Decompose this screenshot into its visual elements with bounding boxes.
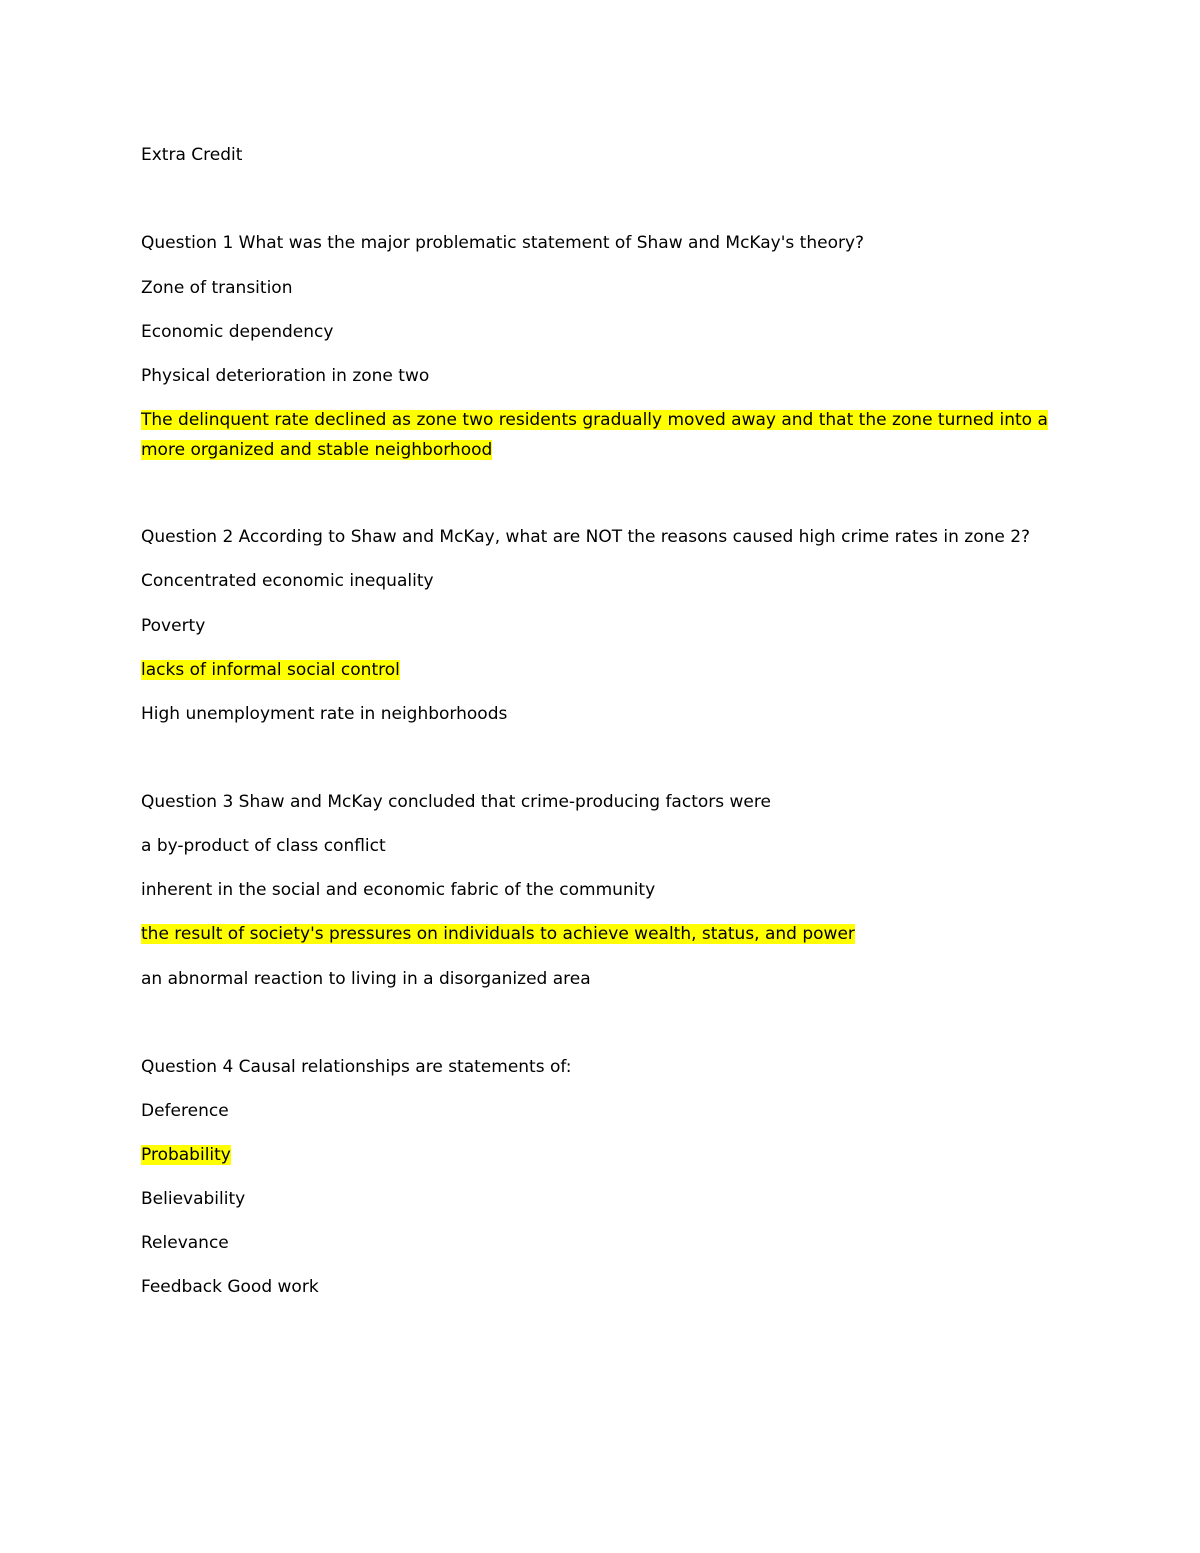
title-text: Extra Credit [141,145,243,165]
q4-option-3 [141,1184,245,1214]
q3-option-1 [141,831,386,861]
document-title [141,140,242,170]
q4-option-2-text: Probability [141,1145,231,1165]
q2-option-2 [141,611,205,641]
q1-option-4-text: The delinquent rate declined as zone two residents gradually moved away and that the zone turned into a more organized and stable neighborhood [141,410,1048,460]
question-2-text: Question 2 According to Shaw and McKay, what are NOT the reasons caused high crime rates in zone 2? [141,527,1031,547]
q4-option-4-text: Relevance [141,1233,229,1253]
q1-option-2-text: Economic dependency [141,322,334,342]
question-1 [141,228,864,258]
q2-option-4-text: High unemployment rate in neighborhoods [141,704,508,724]
q3-option-4 [141,964,591,994]
question-1-text: Question 1 What was the major problematic statement of Shaw and McKay's theory? [141,233,865,253]
q2-option-3-highlighted [141,655,400,685]
question-4 [141,1052,572,1082]
q4-feedback-text: Feedback Good work [141,1277,319,1297]
q3-option-2-text: inherent in the social and economic fabric of the community [141,880,656,900]
q3-option-3-highlighted [141,919,855,949]
q4-option-2-highlighted [141,1140,231,1170]
q4-option-4 [141,1228,229,1258]
question-3-text: Question 3 Shaw and McKay concluded that crime-producing factors were [141,792,771,812]
q3-option-2 [141,875,655,905]
q2-option-3-text: lacks of informal social control [141,660,400,680]
q4-option-1-text: Deference [141,1101,229,1121]
q1-option-1-text: Zone of transition [141,278,293,298]
q4-option-3-text: Believability [141,1189,246,1209]
question-4-text: Question 4 Causal relationships are statements of: [141,1057,572,1077]
q2-option-4 [141,699,507,729]
q1-option-4-highlighted [141,405,1056,465]
q3-option-1-text: a by-product of class conflict [141,836,386,856]
q3-option-4-text: an abnormal reaction to living in a disorganized area [141,969,591,989]
q2-option-2-text: Poverty [141,616,206,636]
q2-option-1-text: Concentrated economic inequality [141,571,434,591]
q1-option-3 [141,361,429,391]
q4-option-1 [141,1096,229,1126]
q1-option-3-text: Physical deterioration in zone two [141,366,430,386]
q1-option-1 [141,273,292,303]
q2-option-1 [141,566,434,596]
q1-option-2 [141,317,333,347]
question-2 [141,522,1030,552]
q3-option-3-text: the result of society's pressures on individuals to achieve wealth, status, and power [141,924,855,944]
q4-feedback [141,1272,319,1302]
question-3 [141,787,771,817]
